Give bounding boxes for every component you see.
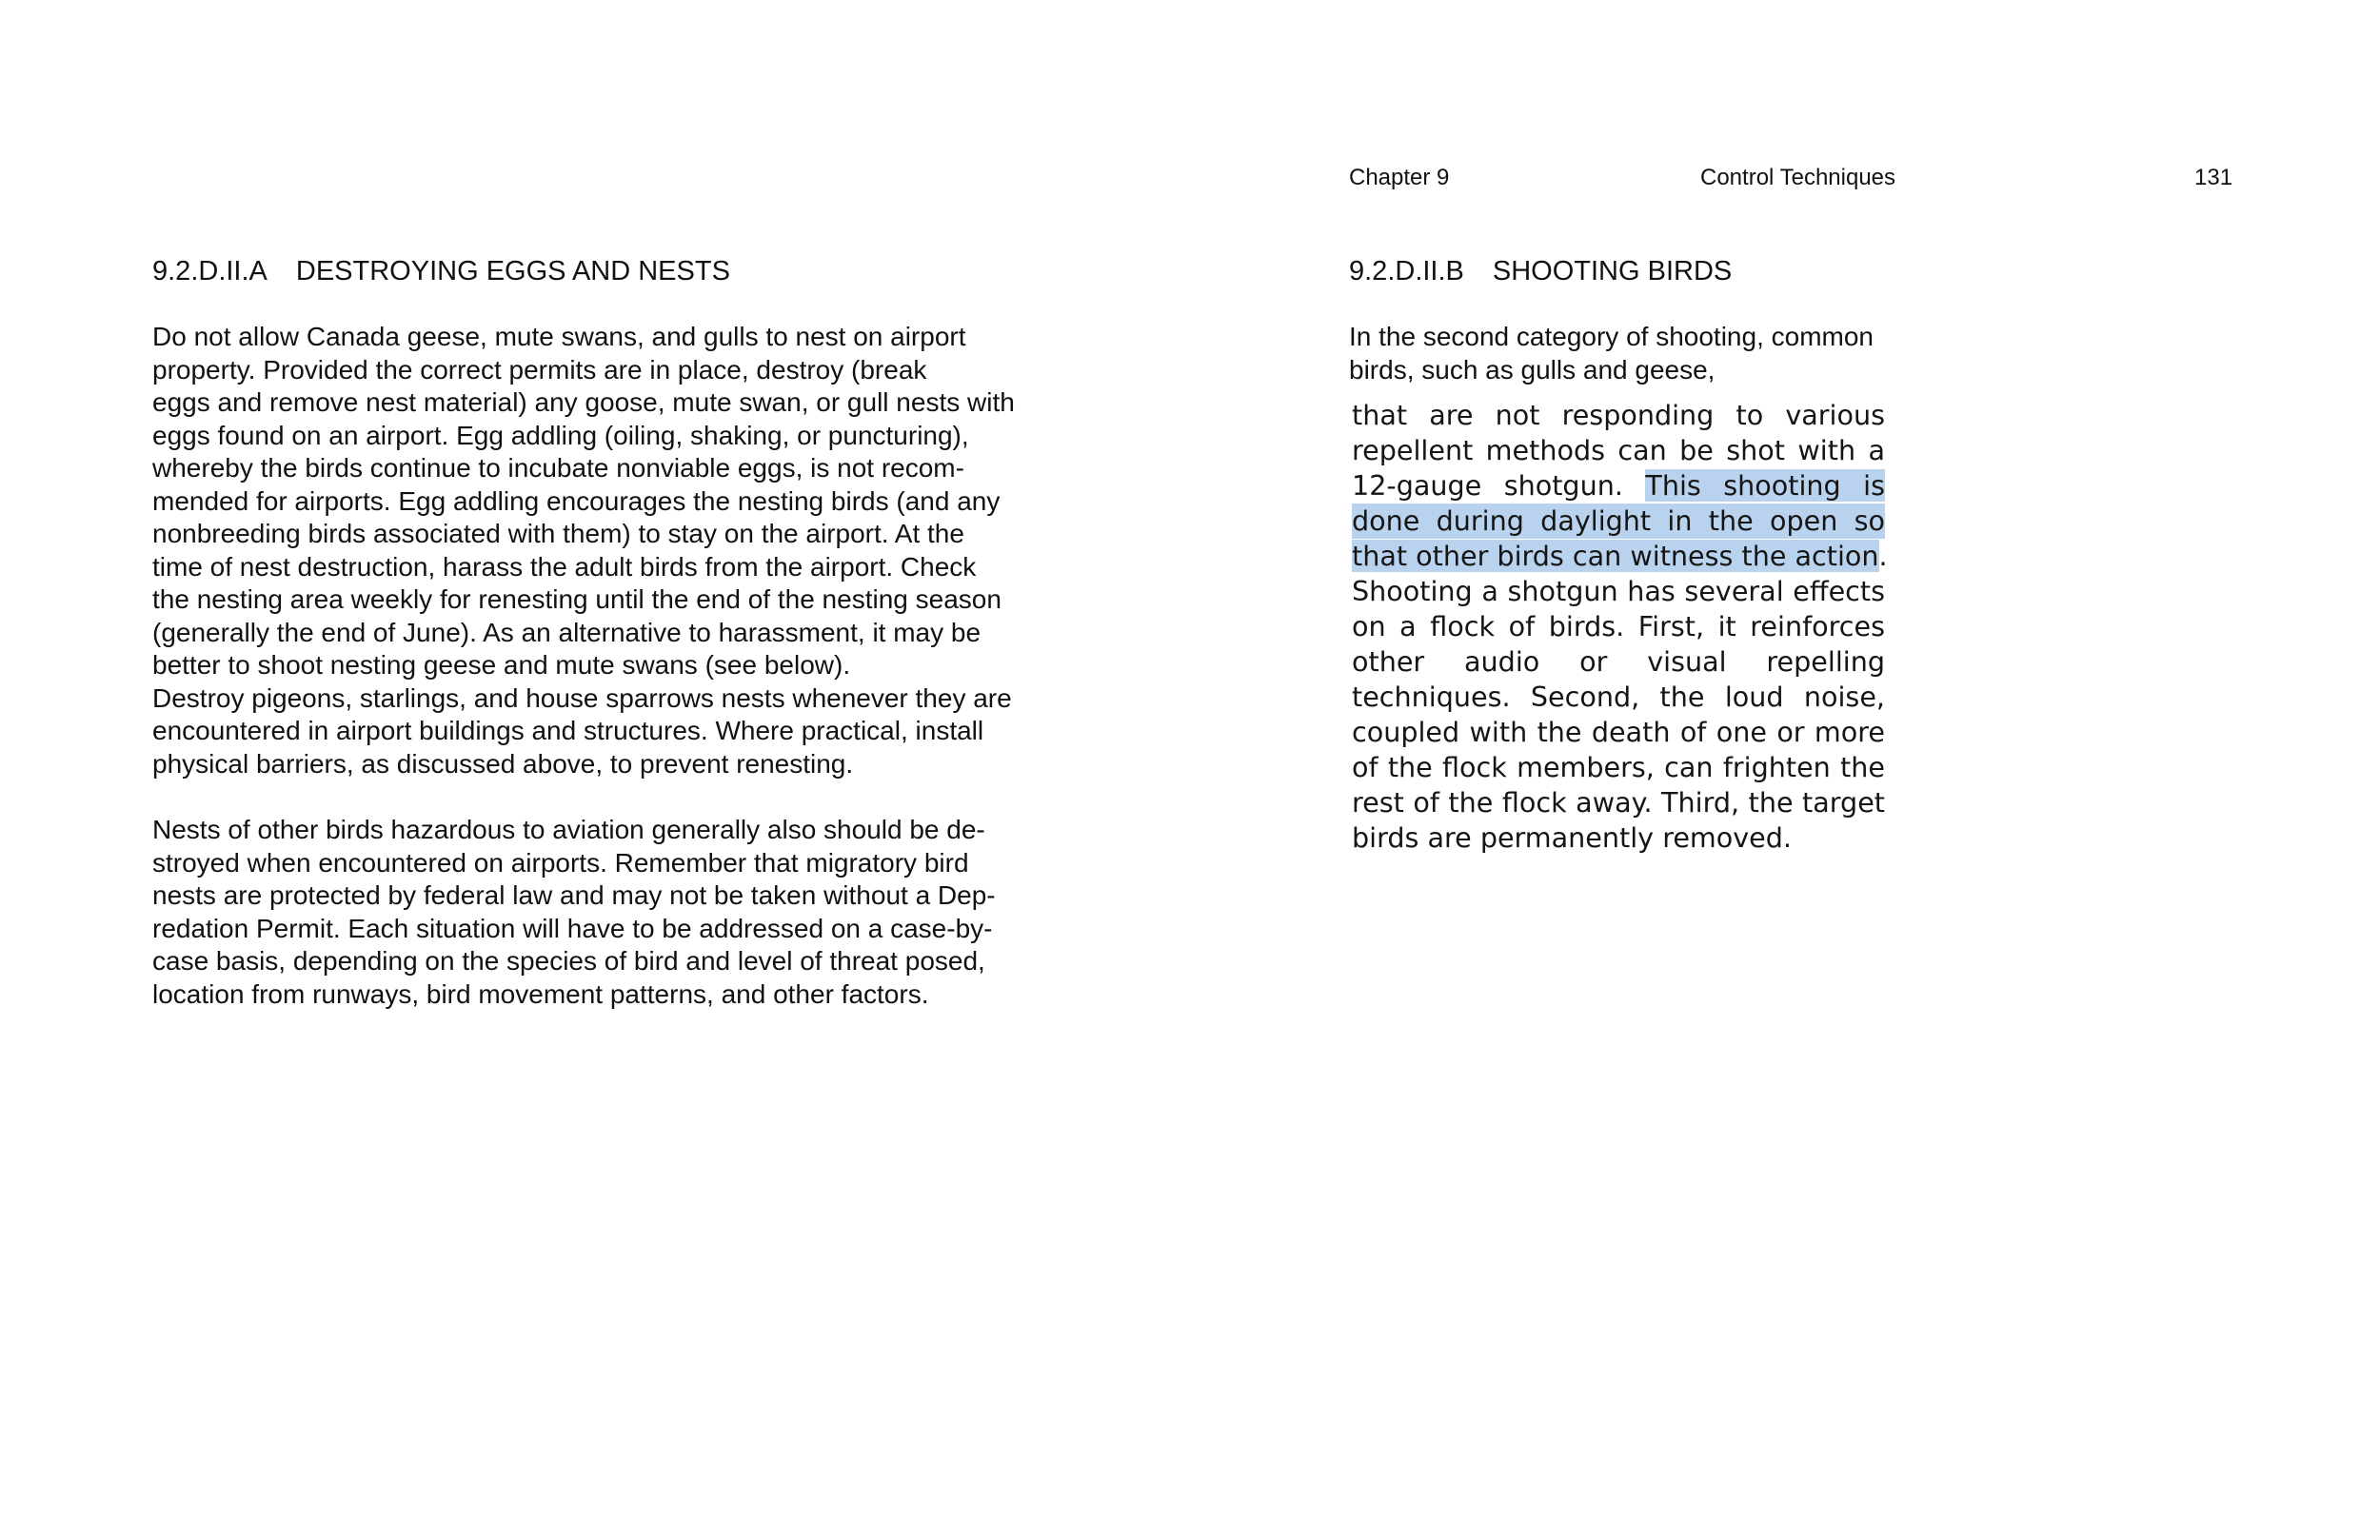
section-title: SHOOTING BIRDS bbox=[1492, 256, 1733, 286]
excerpt-line: birds are permanently removed. bbox=[1352, 821, 1793, 854]
excerpt-line: of the flock members, can frighten the bbox=[1352, 751, 1885, 783]
excerpt-line: repellent methods can be shot with a bbox=[1352, 434, 1885, 466]
excerpt-line: Shooting a shotgun has several effects bbox=[1352, 575, 1885, 607]
page-number: 131 bbox=[2194, 165, 2233, 190]
paragraph-shooting-intro: In the second category of shooting, common birds, such as gulls and geese, bbox=[1349, 322, 1874, 385]
section-number: 9.2.D.II.B bbox=[1349, 256, 1464, 286]
excerpt-line: techniques. Second, the loud noise, bbox=[1352, 681, 1885, 713]
highlighted-text: This shooting is bbox=[1645, 469, 1885, 502]
excerpt-line: other audio or visual repelling bbox=[1352, 645, 1885, 678]
excerpt-line: coupled with the death of one or more bbox=[1352, 716, 1885, 748]
section-heading-destroying-eggs bbox=[152, 255, 730, 287]
excerpt-line: rest of the flock away. Third, the target bbox=[1352, 786, 1885, 819]
paragraph-eggs-and-nests: Do not allow Canada geese, mute swans, and gulls to nest on airport property. Provided the correct permits are in place, destroy (break eggs and remove nest material) any goose, mute swan, or gull nests with eggs found on an airport. Egg addling (oiling, shaking, or puncturing), whereby the birds continue to incubate nonviable eggs, is not recom- mended for airports. Egg addling encourages the nesting birds (and any nonbreeding birds associated with them) to stay on the airport. At the time of nest destruction, harass the adult birds from the airport. Check the nesting area weekly for renesting until the end of the nesting season (generally the end of June). As an alternative to harassment, it may be better to shoot nesting geese and mute swans (see below). Destroy pigeons, starlings, and house sparrows nests whenever they are encountered in airport buildings and structures. Where practical, install physical barriers, as discussed above, to prevent renesting. bbox=[152, 322, 1015, 779]
header-title: Control Techniques bbox=[1700, 165, 1896, 190]
excerpt-line: that are not responding to various bbox=[1352, 399, 1885, 431]
highlighted-text: done during daylight in the open so bbox=[1352, 504, 1885, 537]
excerpt-line bbox=[1352, 539, 1888, 574]
excerpt-line bbox=[1352, 468, 1885, 503]
section-title: DESTROYING EGGS AND NESTS bbox=[295, 256, 730, 286]
scanned-text-excerpt bbox=[1352, 398, 1888, 856]
excerpt-text: . bbox=[1878, 540, 1888, 572]
excerpt-line: on a flock of birds. First, it reinforces bbox=[1352, 610, 1885, 642]
excerpt-text: 12-gauge shotgun. bbox=[1352, 469, 1646, 502]
highlighted-text: that other birds can witness the action bbox=[1352, 540, 1879, 572]
section-heading-shooting-birds bbox=[1349, 255, 1732, 287]
header-chapter: Chapter 9 bbox=[1349, 165, 1450, 190]
section-number: 9.2.D.II.A bbox=[152, 256, 268, 286]
paragraph-other-nests: Nests of other birds hazardous to aviation generally also should be de- stroyed when encountered on airports. Remember that migratory bird nests are protected by federal law and may not be taken without a Dep- redation Permit. Each situation will have to be addressed on a case-by- case basis, depending on the species of bird and level of threat posed, location from runways, bird movement patterns, and other factors. bbox=[152, 815, 996, 1009]
